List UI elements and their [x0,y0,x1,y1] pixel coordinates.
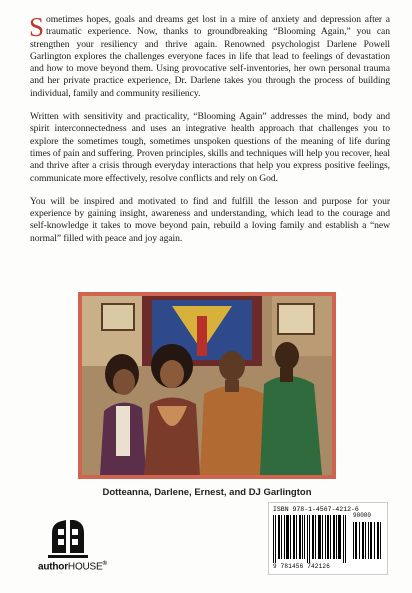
isbn-number: ISBN 978-1-4567-4212-6 [273,506,359,513]
drop-cap: S [29,12,44,42]
family-photo-frame [78,292,336,479]
barcode-box [268,502,388,575]
blurb-text [30,14,390,256]
publisher-name [38,561,107,572]
photo-caption: Dotteanna, Darlene, Ernest, and DJ Garlington [102,487,312,498]
blurb-paragraph-1-text: ometimes hopes, goals and dreams get lost in a mire of anxiety and depression after a traumatic experience. Now, thanks to groundbreaking “Blooming Again,” you can strengthen your resiliency and thrive again. Renowned psychologist Darlene Powell Garlington explores the challenges everyone faces in life that lead to feelings of devastation and how to move beyond them. Using provocative self-inventories, her own personal trauma and her private practice experience, Dr. Darlene takes you through the process of building individual, family and community resiliency. [30,14,390,99]
publisher-name-bold: author [38,561,68,573]
price-code: 90000 [353,512,372,519]
registered-mark: ® [102,561,107,567]
family-photo [82,296,332,475]
blurb-paragraph-3: You will be inspired and motivated to find and fulfill the lesson and purpose for your experience by gaining insight, awareness and understanding, which lead to the courage and self-knowledge it takes to move beyond pain, rebuild a loving family and establish a “new normal” filled with peace and joy again. [30,195,390,244]
family-photo-image [82,296,332,475]
price-barcode [353,522,383,559]
barcode-digits: 9 781456 742126 [273,563,331,570]
isbn-barcode [273,515,349,563]
blurb-paragraph-1 [30,14,390,100]
blurb-paragraph-2: Written with sensitivity and practicality, “Blooming Again” addresses the mind, body and spirit interconnectedness and uses an integrative health approach that challenges you to explore the sometimes tough, sometimes unspoken questions of the meaning of life during times of pain and suffering. Proven principles, skills and techniques will help you recover, heal and thrive after a crisis through everyday interactions that help you express positive feelings, communicate more effectively, resolve conflicts and rely on God. [30,111,390,184]
publisher-name-thin: HOUSE [67,561,103,573]
